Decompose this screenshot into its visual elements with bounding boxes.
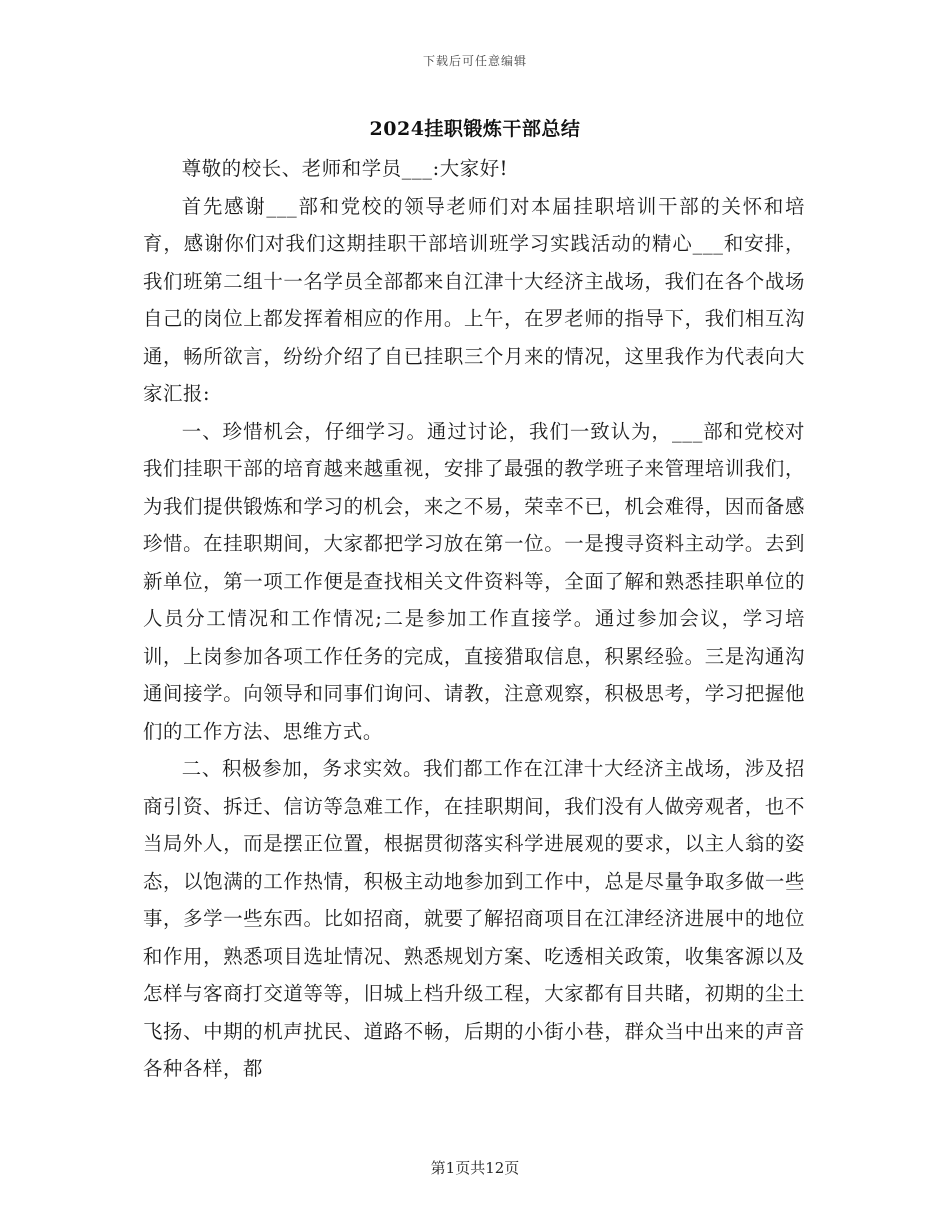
page-number: 第1页共12页	[430, 1159, 520, 1177]
paragraph-thanks: 首先感谢___部和党校的领导老师们对本届挂职培训干部的关怀和培育，感谢你们对我们这期挂职干部培训班学习实践活动的精心___和安排，我们班第二组十一名学员全部都来自江津十大经济主战场，我们在各个战场自己的岗位上都发挥着相应的作用。上午，在罗老师的指导下，我们相互沟通，畅所欲言，纷纷介绍了自已挂职三个月来的情况，这里我作为代表向大家汇报:	[143, 194, 805, 405]
header-note: 下载后可任意编辑	[422, 54, 527, 68]
paragraph-section-one: 一、珍惜机会，仔细学习。通过讨论，我们一致认为，___部和党校对我们挂职干部的培育越来越重视，安排了最强的教学班子来管理培训我们，为我们提供锻炼和学习的机会，来之不易，荣幸不已，机会难得，因而备感珍惜。在挂职期间，大家都把学习放在第一位。一是搜寻资料主动学。去到新单位，第一项工作便是查找相关文件资料等，全面了解和熟悉挂职单位的人员分工情况和工作情况;二是参加工作直接学。通过参加会议，学习培训，上岗参加各项工作任务的完成，直接猎取信息，积累经验。三是沟通沟通间接学。向领导和同事们询问、请教，注意观察，积极思考，学习把握他们的工作方法、思维方式。	[143, 419, 805, 743]
paragraph-greeting: 尊敬的校长、老师和学员___:大家好!	[181, 157, 509, 180]
document-body	[143, 150, 805, 1088]
paragraph-section-two: 二、积极参加，务求实效。我们都工作在江津十大经济主战场，涉及招商引资、拆迁、信访等急难工作，在挂职期间，我们没有人做旁观者，也不当局外人，而是摆正位置，根据贯彻落实科学进展观的要求，以主人翁的姿态，以饱满的工作热情，积极主动地参加到工作中，总是尽量争取多做一些事，多学一些东西。比如招商，就要了解招商项目在江津经济进展中的地位和作用，熟悉项目选址情况、熟悉规划方案、吃透相关政策，收集客源以及怎样与客商打交道等等，旧城上档升级工程，大家都有目共睹，初期的尘土飞扬、中期的机声扰民、道路不畅，后期的小街小巷，群众当中出来的声音各种各样，都	[143, 757, 805, 1080]
document-title: 2024挂职锻炼干部总结	[369, 118, 581, 140]
